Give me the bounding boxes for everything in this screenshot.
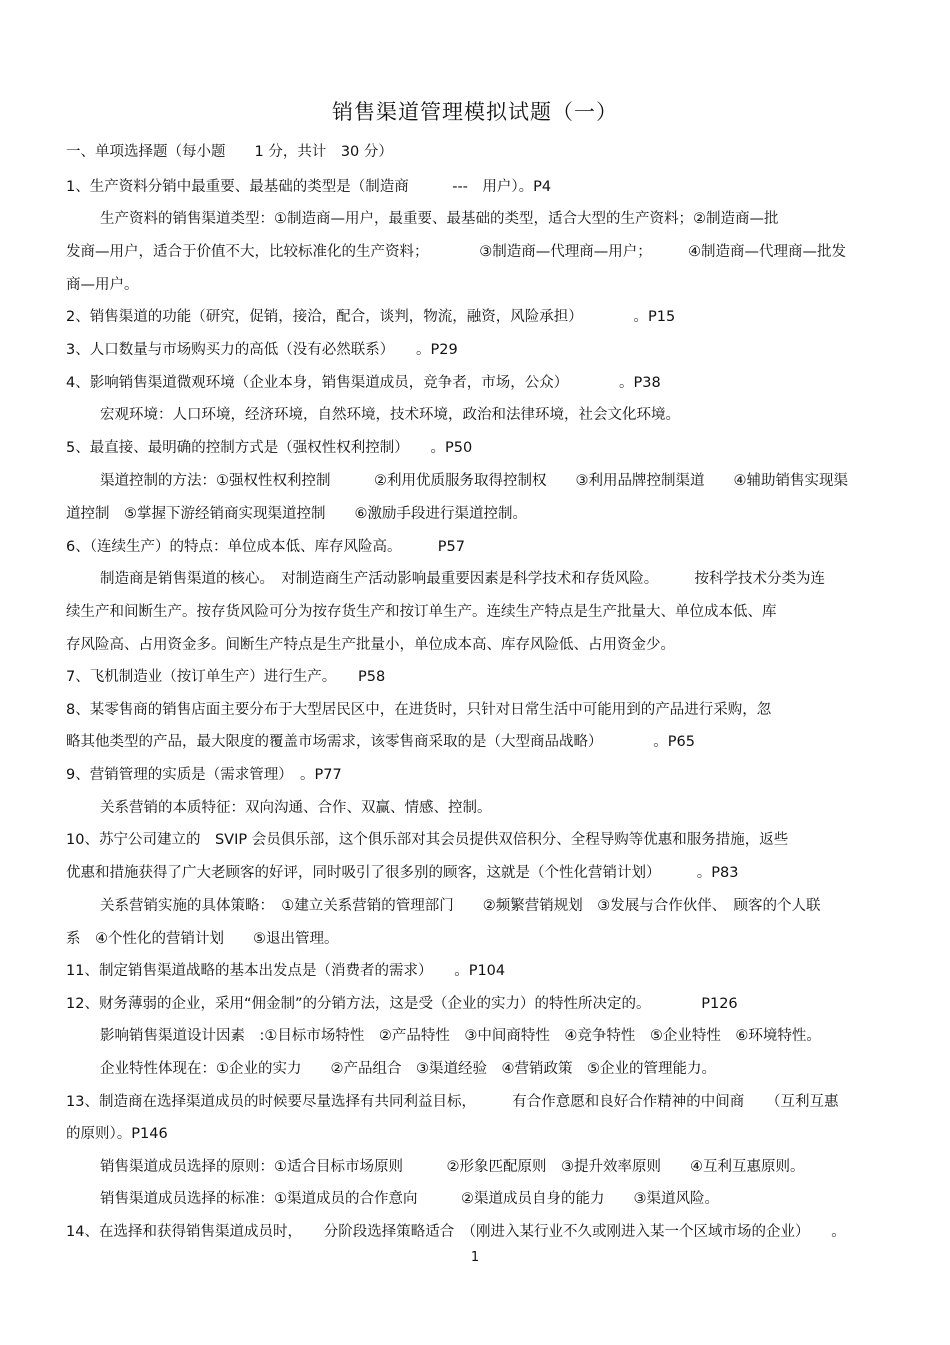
question-2: 2、销售渠道的功能（研究，促销，接洽，配合，谈判，物流，融资，风险承担） 。P15 [66,309,676,325]
note-line: 渠道控制的方法：①强权性权利控制 ②利用优质服务取得控制权 ③利用品牌控制渠道 ④辅助销售实现渠 [100,473,848,489]
question-12: 12、财务薄弱的企业，采用“佣金制”的分销方法，这是受（企业的实力）的特性所决定的。 P126 [66,996,738,1012]
note-line: 企业特性体现在：①企业的实力 ②产品组合 ③渠道经验 ④营销政策 ⑤企业的管理能力。 [100,1061,716,1077]
question-9: 9、营销管理的实质是（需求管理） 。P77 [66,767,342,783]
note-line: 略其他类型的产品，最大限度的覆盖市场需求，该零售商采取的是（大型商品战略） 。P65 [66,734,695,750]
question-6: 6、（连续生产）的特点：单位成本低、库存风险高。 P57 [66,539,465,555]
document-title: 销售渠道管理模拟试题（一） [332,100,618,124]
question-7: 7、飞机制造业（按订单生产）进行生产。 P58 [66,669,386,685]
section-heading: 一、单项选择题（每小题 1 分，共计 30 分） [66,144,393,160]
page-number: 1 [470,1250,480,1265]
question-3: 3、人口数量与市场购买力的高低（没有必然联系） 。P29 [66,342,458,358]
question-4: 4、影响销售渠道微观环境（企业本身，销售渠道成员，竞争者，市场，公众） 。P38 [66,375,661,391]
question-14: 14、在选择和获得销售渠道成员时， 分阶段选择策略适合 （刚进入某行业不久或刚进入某一个区域市场的企业） 。 [66,1224,846,1240]
note-line: 关系营销的本质特征：双向沟通、合作、双赢、情感、控制。 [100,800,492,816]
question-11: 11、制定销售渠道战略的基本出发点是（消费者的需求） 。P104 [66,963,506,979]
note-line: 销售渠道成员选择的原则：①适合目标市场原则 ②形象匹配原则 ③提升效率原则 ④互利互惠原则。 [100,1159,805,1175]
note-line: 的原则）。P146 [66,1126,168,1142]
note-line: 续生产和间断生产。按存货风险可分为按存货生产和按订单生产。连续生产特点是生产批量大、单位成本低、库 [66,604,777,620]
note-line: 商—用户。 [66,277,139,293]
note-line: 影响销售渠道设计因素 :①目标市场特性 ②产品特性 ③中间商特性 ④竞争特性 ⑤企业特性 ⑥环境特性。 [100,1028,821,1044]
note-line: 优惠和措施获得了广大老顾客的好评，同时吸引了很多别的顾客，这就是（个性化营销计划） 。P83 [66,865,739,881]
note-line: 系 ④个性化的营销计划 ⑤退出管理。 [66,931,339,947]
question-13: 13、制造商在选择渠道成员的时候要尽量选择有共同利益目标， 有合作意愿和良好合作精神的中间商 （互利互惠 [66,1094,839,1110]
note-line: 关系营销实施的具体策略： ①建立关系营销的管理部门 ②频繁营销规划 ③发展与合作伙伴、 顾客的个人联 [100,898,821,914]
note-line: 生产资料的销售渠道类型：①制造商—用户，最重要、最基础的类型，适合大型的生产资料；②制造商—批 [100,211,779,227]
note-line: 存风险高、占用资金多。间断生产特点是生产批量小，单位成本高、库存风险低、占用资金少。 [66,637,675,653]
question-8: 8、某零售商的销售店面主要分布于大型居民区中，在进货时，只针对日常生活中可能用到的产品进行采购，忽 [66,702,772,718]
note-line: 宏观环境：人口环境，经济环境，自然环境，技术环境，政治和法律环境，社会文化环境。 [100,407,680,423]
note-line: 道控制 ⑤掌握下游经销商实现渠道控制 ⑥激励手段进行渠道控制。 [66,506,527,522]
question-10: 10、苏宁公司建立的 SVIP 会员俱乐部，这个俱乐部对其会员提供双倍积分、全程导购等优惠和服务措施，返些 [66,832,789,848]
question-5: 5、最直接、最明确的控制方式是（强权性权利控制） 。P50 [66,440,473,456]
note-line: 制造商是销售渠道的核心。 对制造商生产活动影响最重要因素是科学技术和存货风险。 按科学技术分类为连 [100,571,825,587]
note-line: 销售渠道成员选择的标准：①渠道成员的合作意向 ②渠道成员自身的能力 ③渠道风险。 [100,1191,719,1207]
note-line: 发商—用户，适合于价值不大，比较标准化的生产资料； ③制造商—代理商—用户； ④制造商—代理商—批发 [66,244,846,260]
question-1: 1、生产资料分销中最重要、最基础的类型是（制造商 --- 用户）。P4 [66,179,552,195]
